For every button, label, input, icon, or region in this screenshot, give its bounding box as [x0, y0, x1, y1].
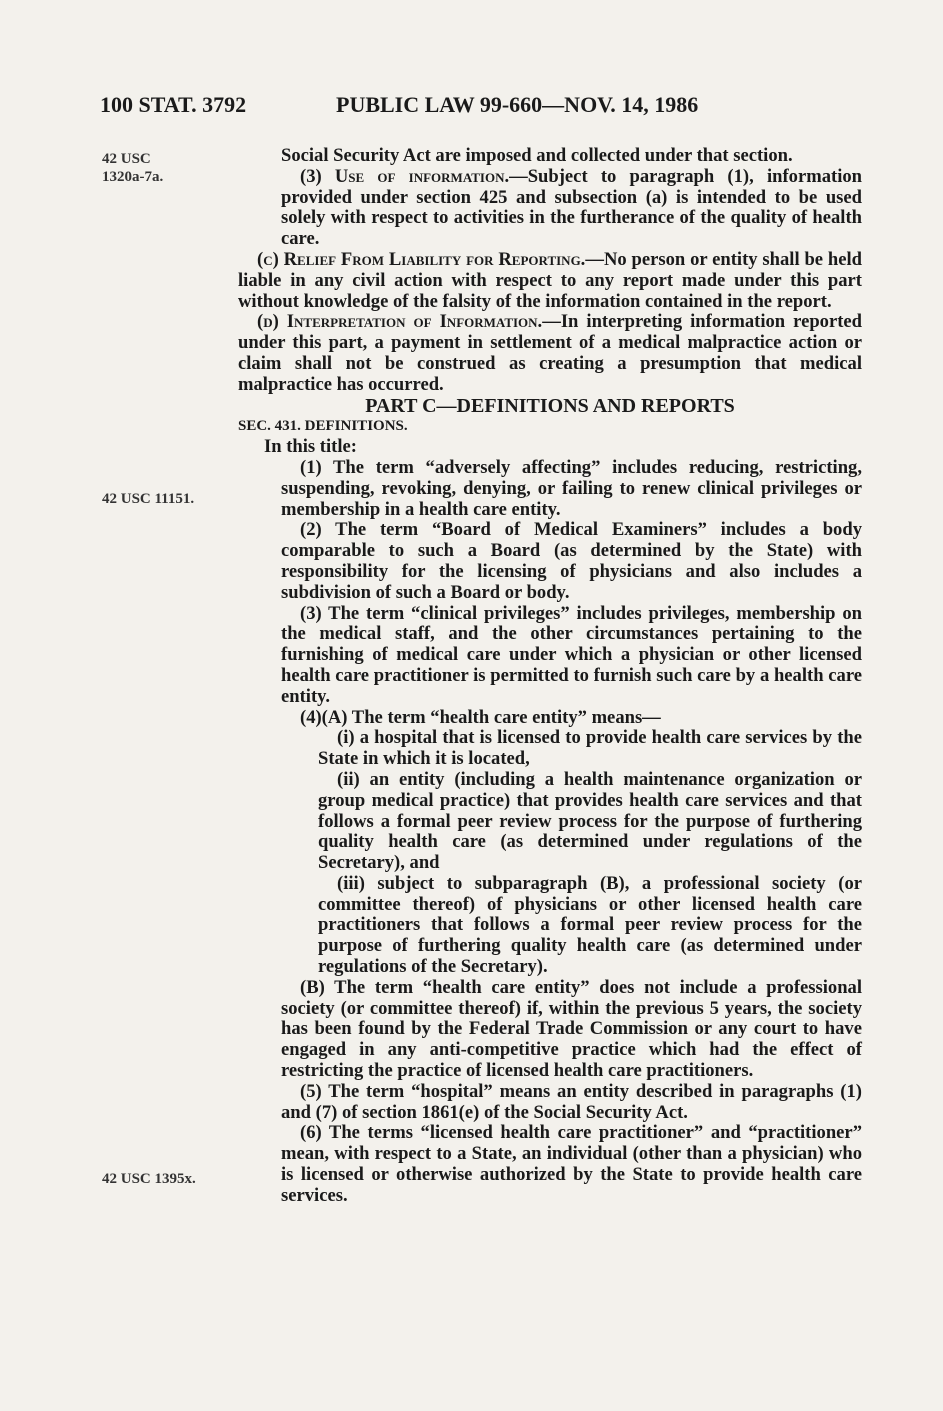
definition-clause-ii: (ii) an entity (including a health maintenance organization or group medical practice) that provides health care services and that follows a formal peer review process for the purpose of furthering quality health care (as determined under regulations of the Secretary), and	[318, 768, 862, 874]
definition-clause-i: (i) a hospital that is licensed to provide health care services by the State in which it is located,	[318, 727, 862, 770]
subsection-relief-from-liability	[238, 250, 862, 312]
page-header	[0, 92, 943, 132]
definition-clinical-privileges: (3) The term “clinical privileges” includes privileges, membership on the medical staff, and the other circumstances pertaining to the furnishing of medical care under which a physician or other licensed health care practitioner is permitted to furnish such care by a health care entity.	[281, 602, 862, 707]
margin-note-line: 42 USC	[102, 151, 151, 167]
subsection-interpretation	[238, 312, 862, 395]
paragraph-use-of-information	[238, 167, 862, 250]
definition-subparagraph-b: (B) The term “health care entity” does not include a professional society (or committee thereof) if, within the previous 5 years, the society has been found by the Federal Trade Commission or any court to have engaged in any anti-competitive practice which had the effect of restricting the practice of licensed health care practitioners.	[281, 976, 862, 1082]
section-title: SEC. 431. DEFINITIONS.	[238, 418, 408, 435]
margin-note-usc-1320a	[102, 150, 232, 186]
statute-page-number: 100 STAT. 3792	[100, 92, 247, 117]
margin-note-line: 1320a-7a.	[102, 169, 164, 185]
definition-health-care-entity: (4)(A) The term “health care entity” means—	[300, 706, 661, 728]
subsection-text: —No person or entity shall be held liable in any civil action with respect to any report made under this part without knowledge of the falsity of the information contained in the report.	[238, 248, 863, 312]
part-title: PART C—DEFINITIONS AND REPORTS	[365, 394, 735, 417]
definition-licensed-practitioner: (6) The terms “licensed health care practitioner” and “practitioner” mean, with respect to a State, an individual (other than a physician) who is licensed or otherwise authorized by the State to provide health care services.	[281, 1122, 862, 1206]
definition-adversely-affecting: (1) The term “adversely affecting” includes reducing, restricting, suspending, revoking, denying, or failing to renew clinical privileges or membership in a health care entity.	[281, 456, 862, 520]
in-this-title: In this title:	[264, 436, 357, 458]
paragraph-text: —Subject to paragraph (1), information provided under section 425 and subsection (a) is intended to be used solely with respect to activities in the furtherance of the quality of health care.	[281, 165, 862, 250]
definition-clause-iii: (iii) subject to subparagraph (B), a professional society (or committee thereof) of physicians or other licensed health care practitioners that follows a formal peer review process for the purpose of furthering quality health care (as determined under regulations of the Secretary).	[318, 872, 862, 978]
paragraph-heading: (3) Use of information.	[300, 165, 510, 187]
public-law-citation: PUBLIC LAW 99-660—NOV. 14, 1986	[336, 92, 699, 117]
subsection-heading: (d) Interpretation of Information.	[257, 311, 543, 333]
definition-board-of-medical-examiners: (2) The term “Board of Medical Examiners” includes a body comparable to such a Board (as determined by the State) with responsibility for the licensing of physicians and also includes a subdivision of such a Board or body.	[281, 519, 862, 603]
document-body	[238, 146, 862, 1207]
subsection-text: —In interpreting information reported under this part, a payment in settlement of a medical malpractice action or claim shall not be construed as creating a presumption that medical malpractice has occurred.	[238, 311, 863, 395]
subsection-heading: (c) Relief From Liability for Reporting.	[257, 248, 586, 270]
continued-paragraph: Social Security Act are imposed and collected under that section.	[281, 145, 793, 166]
margin-note-usc-1395x: 42 USC 1395x.	[102, 1171, 196, 1187]
definition-hospital: (5) The term “hospital” means an entity described in paragraphs (1) and (7) of section 1861(e) of the Social Security Act.	[281, 1080, 862, 1123]
margin-note-usc-11151: 42 USC 11151.	[102, 491, 195, 507]
